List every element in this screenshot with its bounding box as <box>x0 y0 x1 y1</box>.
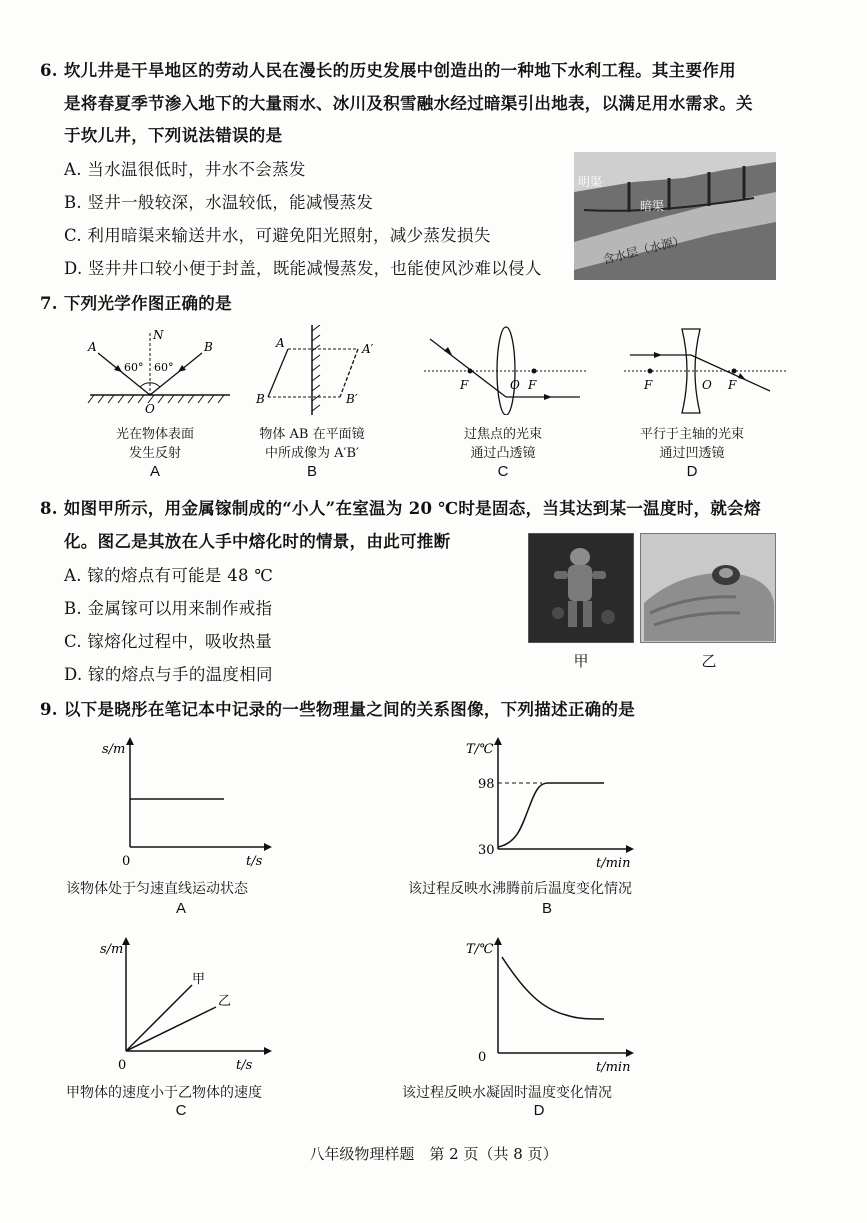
svg-text:B′: B′ <box>346 392 358 406</box>
svg-text:A′: A′ <box>362 342 374 356</box>
svg-text:O: O <box>702 378 712 392</box>
q9-graph-d <box>438 935 638 1075</box>
q7-a-letter: A <box>149 463 160 480</box>
karez-label-aquifer: 含水层（水源） <box>601 233 687 267</box>
svg-text:甲: 甲 <box>192 972 206 987</box>
q9-graph-a <box>96 735 276 875</box>
q9-d-letter: D <box>533 1102 545 1119</box>
svg-text:98: 98 <box>478 777 495 792</box>
svg-text:N: N <box>153 328 164 342</box>
svg-text:t/min: t/min <box>596 1060 631 1075</box>
karez-label-hidden: 暗渠 <box>640 199 665 213</box>
q8-option-d: D. 镓的熔点与手的温度相同 <box>64 665 273 684</box>
svg-text:F: F <box>644 378 653 392</box>
svg-text:T/℃: T/℃ <box>466 742 494 757</box>
q6-line3: 于坎儿井，下列说法错误的是 <box>64 126 283 145</box>
q9-a-caption: 该物体处于匀速直线运动状态 <box>66 881 248 897</box>
q7-b-caption-2: 中所成像为 A′B′ <box>265 446 359 461</box>
q7-diagram-b <box>250 325 390 415</box>
q7-b-letter: B <box>306 463 317 480</box>
q8-option-a: A. 镓的熔点有可能是 48 ℃ <box>64 566 274 585</box>
svg-text:s/m: s/m <box>100 942 124 957</box>
svg-text:t/s: t/s <box>246 854 263 869</box>
q7-c-letter: C <box>497 463 509 480</box>
q9-c-letter: C <box>175 1102 187 1119</box>
q7-diagram-c <box>420 325 590 415</box>
q9-c-caption: 甲物体的速度小于乙物体的速度 <box>66 1085 262 1101</box>
q7-c-caption-1: 过焦点的光束 <box>463 427 542 442</box>
q7-d-caption-2: 通过凹透镜 <box>659 446 725 461</box>
svg-text:F: F <box>528 378 537 392</box>
gallium-figure-photo <box>528 533 634 643</box>
q9-stem: 9. 以下是晓彤在笔记本中记录的一些物理量之间的关系图像，下列描述正确的是 <box>40 700 636 719</box>
q7-d-caption-1: 平行于主轴的光束 <box>639 427 744 442</box>
karez-label-open: 明渠 <box>578 175 603 189</box>
photo-label-yi: 乙 <box>701 653 717 670</box>
q6-option-a: A. 当水温很低时，井水不会蒸发 <box>64 160 306 179</box>
svg-text:0: 0 <box>478 1050 487 1065</box>
q7-d-letter: D <box>686 463 698 480</box>
q7-b-caption-1: 物体 AB 在平面镜 <box>259 427 365 442</box>
svg-text:60°: 60° <box>124 361 144 374</box>
svg-text:60°: 60° <box>154 361 174 374</box>
q7-a-caption-1: 光在物体表面 <box>115 427 194 442</box>
svg-text:F: F <box>460 378 469 392</box>
svg-text:0: 0 <box>122 854 131 869</box>
svg-text:30: 30 <box>478 843 495 858</box>
svg-text:B: B <box>256 392 265 406</box>
q7-diagram-d <box>620 325 790 415</box>
q6-option-c: C. 利用暗渠来输送井水，可避免阳光照射，减少蒸发损失 <box>64 226 491 245</box>
gallium-melting-photo <box>640 533 776 643</box>
q9-b-caption: 该过程反映水沸腾前后温度变化情况 <box>408 881 632 897</box>
svg-text:A: A <box>88 340 97 354</box>
q6-option-d: D. 竖井井口较小便于封盖，既能减慢蒸发，也能使风沙难以侵人 <box>64 259 542 278</box>
q9-a-letter: A <box>175 900 186 917</box>
svg-text:A: A <box>276 336 285 350</box>
svg-text:乙: 乙 <box>218 994 232 1009</box>
svg-text:F: F <box>728 378 737 392</box>
svg-text:0: 0 <box>118 1058 127 1073</box>
svg-text:O: O <box>510 378 520 392</box>
svg-text:T/℃: T/℃ <box>466 942 494 957</box>
karez-figure <box>574 152 776 280</box>
q7-diagram-a <box>80 325 240 415</box>
svg-text:B: B <box>204 340 213 354</box>
photo-label-jia: 甲 <box>573 653 589 670</box>
svg-text:t/s: t/s <box>236 1058 253 1073</box>
svg-text:s/m: s/m <box>102 742 126 757</box>
q9-b-letter: B <box>541 900 552 917</box>
svg-text:O: O <box>145 402 155 415</box>
q8-option-c: C. 镓熔化过程中，吸收热量 <box>64 632 273 651</box>
q8-line1: 8. 如图甲所示，用金属镓制成的“小人”在室温为 20 ℃时是固态，当其达到某一温度时，就会熔 <box>40 499 761 518</box>
q7-c-caption-2: 通过凸透镜 <box>470 446 536 461</box>
svg-text:t/min: t/min <box>596 856 631 871</box>
q8-line2: 化。图乙是其放在人手中熔化时的情景，由此可推断 <box>64 532 451 551</box>
q7-a-caption-2: 发生反射 <box>128 446 181 461</box>
q6-line2: 是将春夏季节渗入地下的大量雨水、冰川及积雪融水经过暗渠引出地表，以满足用水需求。关 <box>64 94 753 113</box>
q7-stem: 7. 下列光学作图正确的是 <box>40 294 232 313</box>
q9-graph-c <box>96 935 276 1075</box>
page-footer: 八年级物理样题 第 2 页（共 8 页） <box>309 1145 558 1163</box>
q6-line1: 6. 坎儿井是干旱地区的劳动人民在漫长的历史发展中创造出的一种地下水利工程。其主要作用 <box>40 61 736 80</box>
q6-option-b: B. 竖井一般较深，水温较低，能减慢蒸发 <box>64 193 374 212</box>
q8-option-b: B. 金属镓可以用来制作戒指 <box>64 599 273 618</box>
q9-graph-b <box>438 735 638 875</box>
q9-d-caption: 该过程反映水凝固时温度变化情况 <box>402 1085 612 1101</box>
